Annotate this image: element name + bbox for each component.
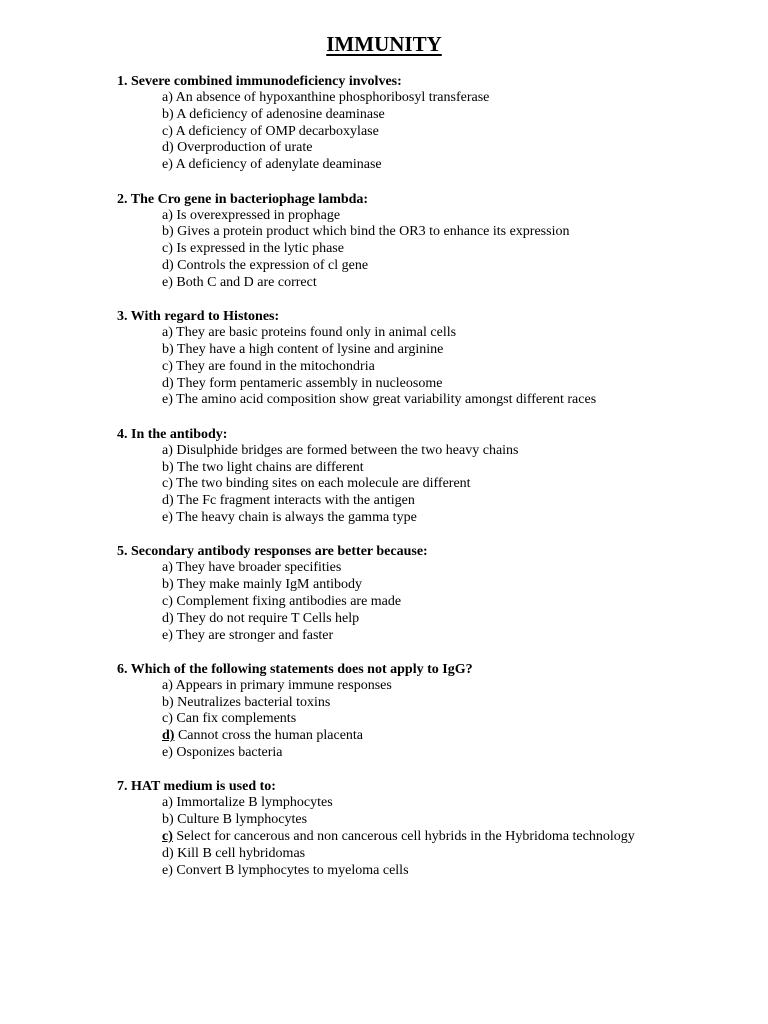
option-letter: b) [162,341,174,357]
option-text: Kill B cell hybridomas [177,845,306,861]
option-text: The amino acid composition show great variability amongst different races [176,392,597,408]
option-item [162,611,757,628]
option-letter: a) [162,90,173,105]
option-letter: e) [162,274,173,290]
option-text: Is expressed in the lytic phase [176,241,344,257]
option-item [162,107,757,124]
option-list [117,678,757,762]
option-text: Neutralizes bacterial toxins [177,694,331,710]
option-letter: b) [162,577,174,593]
option-letter: e) [162,509,173,525]
option-list [117,90,757,174]
option-item [162,275,757,292]
option-letter: a) [162,560,173,576]
option-item [162,829,757,846]
option-text: The Fc fragment interacts with the antigen [176,493,415,509]
option-item [162,376,757,393]
option-list [117,443,757,527]
option-text: Complement fixing antibodies are made [176,593,402,609]
option-text: A deficiency of adenosine deaminase [176,106,385,122]
question-text: 4. In the antibody: [117,426,228,442]
option-text: The two light chains are different [176,459,364,475]
option-letter: d) [162,610,174,626]
option-letter: b) [162,106,174,122]
option-letter: d) [162,375,174,391]
option-letter: e) [162,745,173,761]
option-text: They are stronger and faster [176,627,334,643]
option-item [162,258,757,275]
option-letter: b) [162,694,174,710]
option-item [162,476,757,493]
option-item [162,140,757,157]
option-list [117,795,757,879]
option-letter: c) [162,829,173,845]
option-list [117,208,757,292]
page-title: IMMUNITY [326,32,442,56]
option-text: Osponizes bacteria [176,745,283,761]
option-item [162,241,757,258]
option-text: Immortalize B lymphocytes [176,795,333,811]
option-text: Is overexpressed in prophage [176,207,341,223]
option-letter: b) [162,224,174,240]
option-letter: e) [162,392,173,408]
option-letter: d) [162,140,174,156]
option-item [162,560,757,577]
option-item [162,628,757,645]
option-text: Disulphide bridges are formed between the two heavy chains [176,442,519,458]
option-letter: c) [162,241,173,257]
option-letter: d) [162,845,174,861]
option-text: Culture B lymphocytes [177,812,308,828]
option-letter: c) [162,711,173,727]
option-letter: c) [162,358,173,374]
question-text: 1. Severe combined immunodeficiency involves: [117,74,402,89]
option-item [162,812,757,829]
option-text: Convert B lymphocytes to myeloma cells [176,862,409,878]
option-text: They make mainly IgM antibody [176,577,362,593]
option-item [162,392,757,409]
option-letter: c) [162,123,173,139]
option-item [162,325,757,342]
option-letter: a) [162,325,173,341]
question-text: 6. Which of the following statements does not apply to IgG? [117,661,473,677]
option-text: They do not require T Cells help [176,610,360,626]
option-text: A deficiency of adenylate deaminase [175,157,382,173]
option-text: They are found in the mitochondria [176,358,375,374]
option-letter: c) [162,476,173,492]
option-item [162,695,757,712]
question [117,661,757,762]
option-item [162,224,757,241]
option-letter: a) [162,442,173,458]
option-list [117,325,757,409]
option-item [162,510,757,527]
option-item [162,678,757,695]
question-text: 5. Secondary antibody responses are better because: [117,544,428,560]
option-letter: e) [162,157,173,173]
question-text: 2. The Cro gene in bacteriophage lambda: [117,191,369,207]
option-letter: b) [162,812,174,828]
option-text: A deficiency of OMP decarboxylase [175,123,379,139]
option-item [162,443,757,460]
question [117,191,757,292]
option-item [162,594,757,611]
option-text: They are basic proteins found only in animal cells [176,325,457,341]
question [117,543,757,644]
option-letter: d) [162,257,174,273]
option-text: Overproduction of urate [177,140,313,156]
option-letter: e) [162,627,173,643]
option-list [117,560,757,644]
option-item [162,795,757,812]
option-letter: d) [162,728,175,744]
question [117,73,757,174]
option-letter: c) [162,593,173,609]
option-item [162,342,757,359]
option-letter: a) [162,795,173,811]
question-text: 3. With regard to Histones: [117,309,280,325]
option-text: The heavy chain is always the gamma type [176,509,417,525]
option-text: They form pentameric assembly in nucleosome [176,375,443,391]
question [117,778,757,879]
question-text: 7. HAT medium is used to: [117,779,276,795]
option-text: Select for cancerous and non cancerous cell hybrids in the Hybridoma technology [176,829,635,845]
question [117,308,757,409]
option-text: Appears in primary immune responses [175,677,392,693]
question [117,426,757,527]
question-list [117,73,757,896]
option-text: Controls the expression of cl gene [177,257,369,273]
option-item [162,745,757,762]
option-letter: d) [162,493,174,509]
option-item [162,728,757,745]
option-text: Both C and D are correct [176,274,317,290]
option-item [162,90,757,107]
option-letter: b) [162,459,174,475]
option-text: They have a high content of lysine and arginine [176,341,444,357]
option-item [162,863,757,880]
option-item [162,124,757,141]
option-text: Can fix complements [176,711,297,727]
option-item [162,846,757,863]
option-text: Gives a protein product which bind the OR3 to enhance its expression [177,224,570,240]
option-item [162,208,757,225]
option-item [162,359,757,376]
option-item [162,157,757,174]
option-letter: a) [162,677,173,693]
option-text: They have broader specifities [176,560,342,576]
option-item [162,493,757,510]
option-item [162,711,757,728]
option-text: Cannot cross the human placenta [177,728,364,744]
option-text: The two binding sites on each molecule are different [176,476,471,492]
option-letter: a) [162,207,173,223]
option-item [162,460,757,477]
option-item [162,577,757,594]
option-letter: e) [162,862,173,878]
option-text: An absence of hypoxanthine phosphoribosyl transferase [175,90,490,105]
